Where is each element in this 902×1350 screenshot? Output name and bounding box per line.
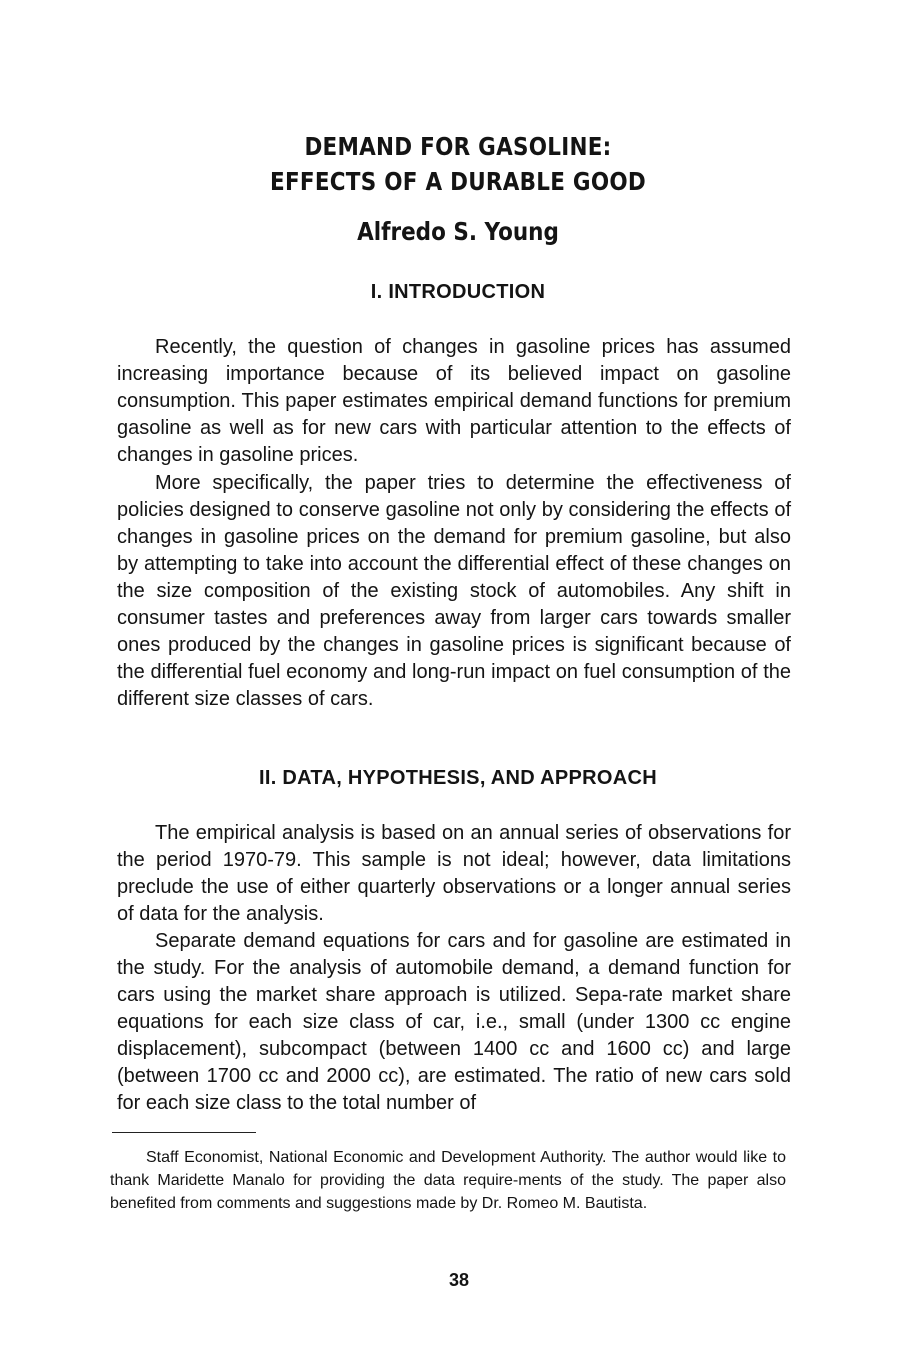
author-name: Alfredo S. Young	[357, 217, 559, 246]
body-paragraph: Separate demand equations for cars and for gasoline are estimated in the study. For the analysis of automobile demand, a demand function for cars using the market share approach is utilized. Sepa-rate market share equations for each size class of car, i.e., small (under 1300 cc engine displacement), subcompact (between 1400 cc and 1600 cc) and large (between 1700 cc and 2000 cc), are estimated. The ratio of new cars sold for each size class to the total number of	[117, 930, 791, 1114]
body-paragraph: The empirical analysis is based on an annual series of observations for the period 1970-79. This sample is not ideal; however, data limitations preclude the use of either quarterly observations or a longer annual series of data for the analysis.	[117, 822, 791, 925]
section-heading-introduction: I. INTRODUCTION	[370, 281, 546, 303]
section-heading-data-hypothesis-approach: II. DATA, HYPOTHESIS, AND APPROACH	[258, 767, 657, 789]
article-title-line-2: EFFECTS OF A DURABLE GOOD	[269, 167, 646, 196]
footnote-divider	[112, 1132, 256, 1133]
article-title-line-1: DEMAND FOR GASOLINE:	[304, 132, 612, 161]
body-paragraph: More specifically, the paper tries to determine the effectiveness of policies designed to conserve gasoline not only by considering the effects of changes in gasoline prices on the demand for premium gasoline, but also by attempting to take into account the differential effect of these changes on the size composition of the existing stock of automobiles. Any shift in consumer tastes and preferences away from larger cars towards smaller ones produced by the changes in gasoline prices is significant because of the differential fuel economy and long-run impact on fuel consumption of the different size classes of cars.	[117, 472, 791, 710]
author-footnote: Staff Economist, National Economic and Development Authority. The author would like to thank Maridette Manalo for providing the data require-ments of the study. The paper also benefited from comments and suggestions made by Dr. Romeo M. Bautista.	[110, 1149, 786, 1212]
body-paragraph: Recently, the question of changes in gasoline prices has assumed increasing importance because of its believed impact on gasoline consumption. This paper estimates empirical demand functions for premium gasoline as well as for new cars with particular attention to the effects of changes in gasoline prices.	[117, 336, 791, 466]
page-number: 38	[448, 1270, 470, 1290]
